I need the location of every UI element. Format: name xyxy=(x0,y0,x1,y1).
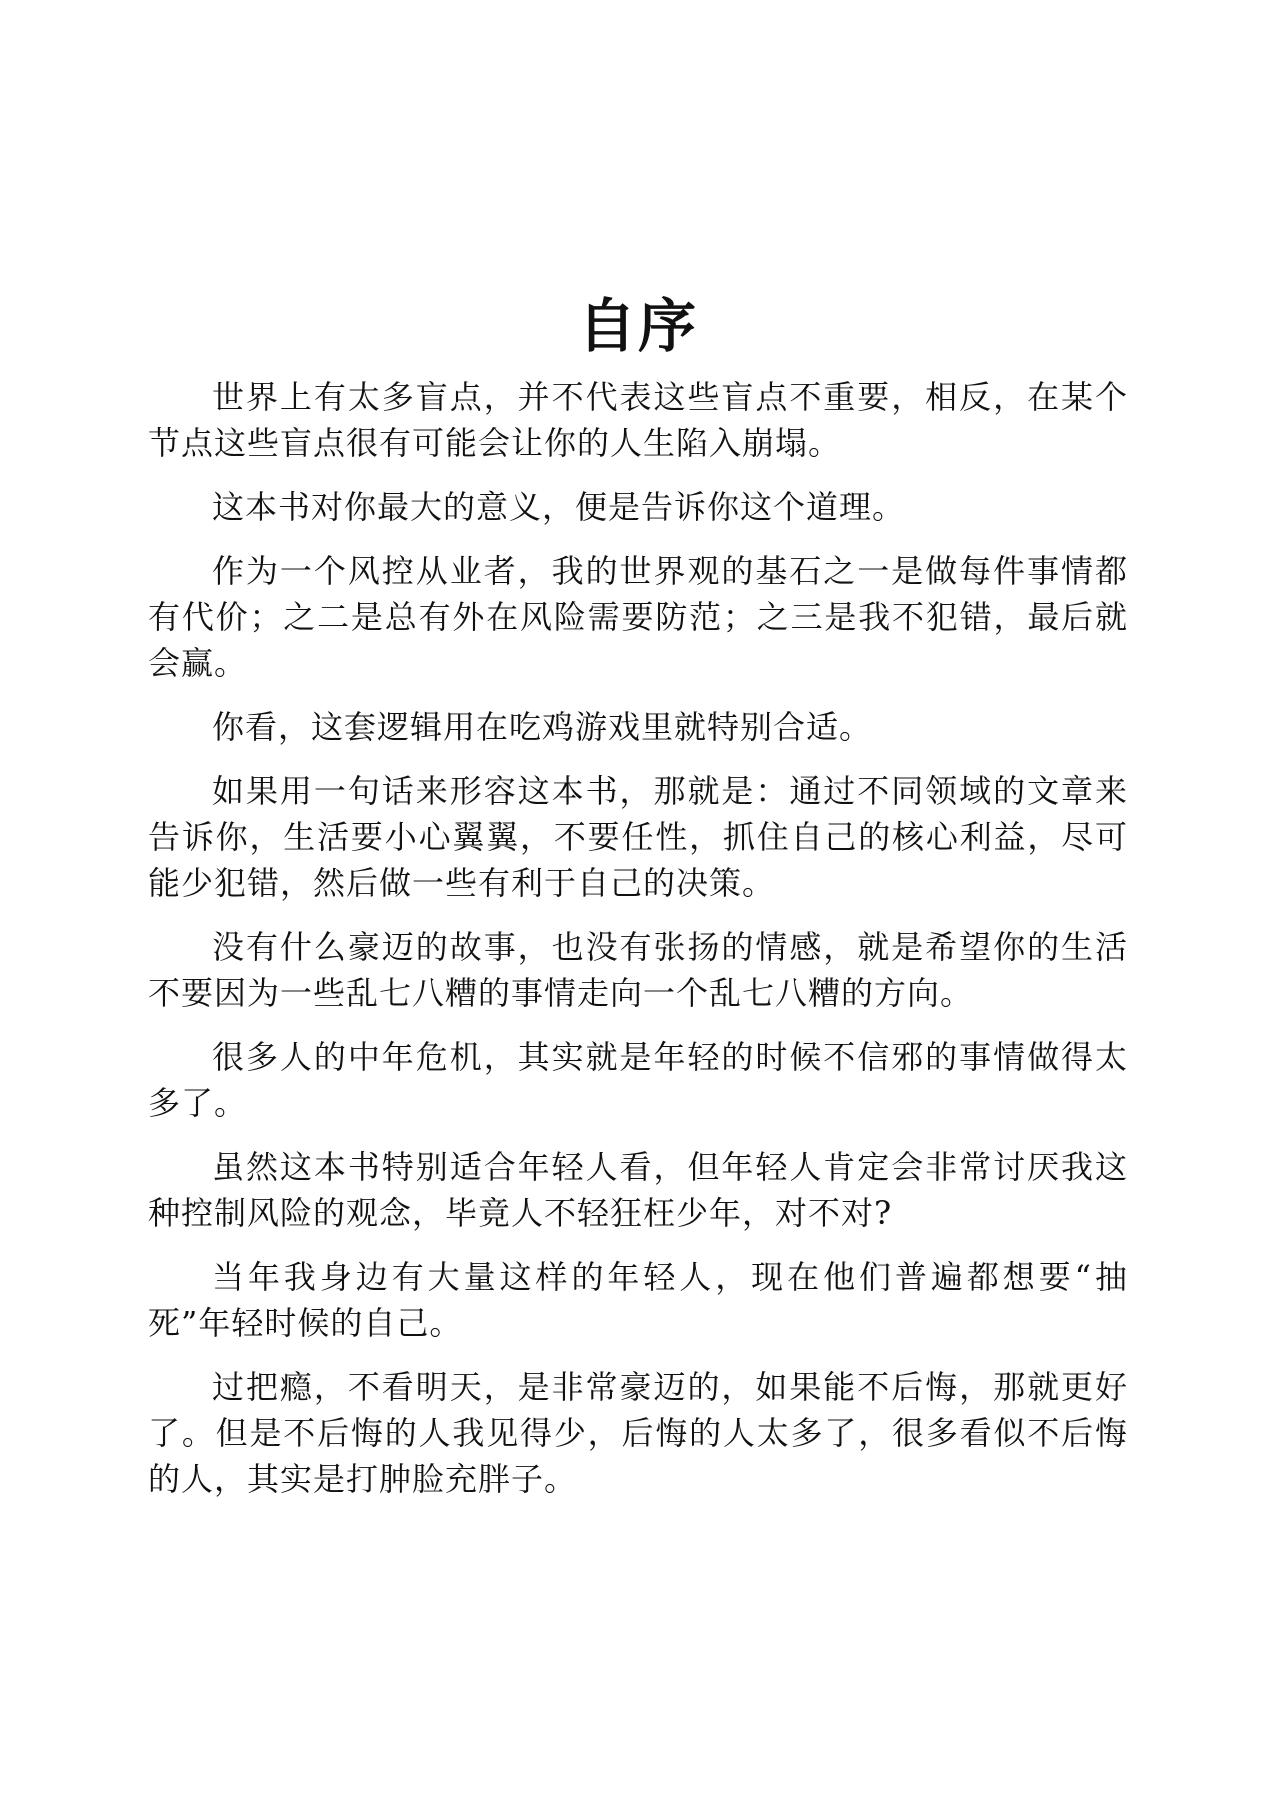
paragraph-1: 世界上有太多盲点，并不代表这些盲点不重要，相反，在某个节点这些盲点很有可能会让你的人生陷入崩塌。 xyxy=(148,378,1128,462)
page-title: 自序 xyxy=(577,292,698,360)
paragraph-6: 没有什么豪迈的故事，也没有张扬的情感，就是希望你的生活不要因为一些乱七八糟的事情走向一个乱七八糟的方向。 xyxy=(148,928,1128,1012)
paragraph-9: 当年我身边有大量这样的年轻人，现在他们普遍都想要“抽死”年轻时候的自己。 xyxy=(148,1258,1128,1342)
paragraph-7: 很多人的中年危机，其实就是年轻的时候不信邪的事情做得太多了。 xyxy=(148,1038,1128,1122)
paragraph-10: 过把瘾，不看明天，是非常豪迈的，如果能不后悔，那就更好了。但是不后悔的人我见得少，后悔的人太多了，很多看似不后悔的人，其实是打肿脸充胖子。 xyxy=(148,1368,1128,1498)
paragraph-4: 你看，这套逻辑用在吃鸡游戏里就特别合适。 xyxy=(212,708,873,746)
paragraph-8: 虽然这本书特别适合年轻人看，但年轻人肯定会非常讨厌我这种控制风险的观念，毕竟人不轻狂枉少年，对不对? xyxy=(148,1148,1128,1232)
paragraph-5: 如果用一句话来形容这本书，那就是：通过不同领域的文章来告诉你，生活要小心翼翼，不要任性，抓住自己的核心利益，尽可能少犯错，然后做一些有利于自己的决策。 xyxy=(148,772,1128,902)
document-page xyxy=(148,288,1128,1520)
paragraph-2: 这本书对你最大的意义，便是告诉你这个道理。 xyxy=(212,488,906,526)
paragraph-3: 作为一个风控从业者，我的世界观的基石之一是做每件事情都有代价；之二是总有外在风险需要防范；之三是我不犯错，最后就会赢。 xyxy=(148,552,1128,682)
